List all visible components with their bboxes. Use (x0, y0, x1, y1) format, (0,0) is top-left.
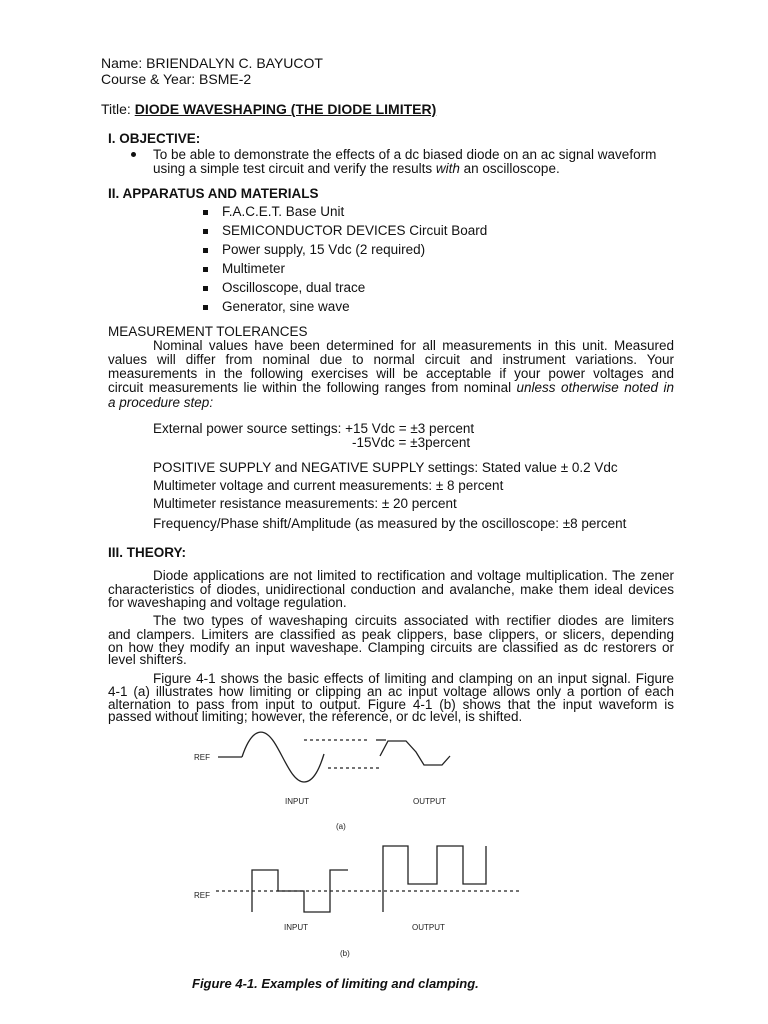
figure-a (218, 732, 450, 782)
output-label-a: OUTPUT (413, 797, 446, 806)
external-settings-line-2: -15Vdc = ±3percent (352, 435, 471, 450)
tolerances-line-4-a: circuit measurements lie within the following ranges from nominal (108, 380, 517, 395)
theory-p3-end: passed without limiting; however, the reference, or dc level, is shifted. (108, 709, 523, 724)
input-label-a: INPUT (285, 797, 309, 806)
apparatus-item: Multimeter (222, 261, 286, 276)
tolerances-heading: MEASUREMENT TOLERANCES (108, 324, 308, 339)
apparatus-item: SEMICONDUCTOR DEVICES Circuit Board (222, 223, 488, 238)
title-text: DIODE WAVESHAPING (THE DIODE LIMITER) (134, 101, 437, 117)
tolerances-line-5: a procedure step: (108, 395, 214, 410)
tolerance-item: Frequency/Phase shift/Amplitude (as measured by the oscilloscope: ±8 percent (153, 516, 627, 531)
theory-heading: III. THEORY: (108, 545, 187, 560)
output-shifted-wave (383, 846, 486, 912)
objective-line-2-b: with (435, 161, 460, 176)
bullet-square (203, 267, 208, 272)
bullet-square (203, 305, 208, 310)
tolerances-line-4 (108, 381, 674, 395)
student-name: Name: BRIENDALYN C. BAYUCOT (101, 55, 323, 71)
tolerances-line: measurements in the following exercises will be acceptable if your power voltages and (108, 366, 674, 381)
apparatus-heading: II. APPARATUS AND MATERIALS (108, 186, 319, 201)
document-title (101, 101, 436, 117)
tolerances-line: Nominal values have been determined for all measurements in this unit. Measured (153, 338, 674, 353)
theory-p2-line: and clampers. Limiters are classified as peak clippers, base clippers, or slicers, depending (108, 627, 674, 642)
bullet-square (203, 248, 208, 253)
figure-b (216, 846, 520, 912)
tolerances-line: values will differ from nominal due to normal circuit and instrument variations. Your (108, 352, 674, 367)
objective-line-2 (153, 161, 560, 176)
tolerance-item: POSITIVE SUPPLY and NEGATIVE SUPPLY settings: Stated value ± 0.2 Vdc (153, 460, 618, 475)
theory-p3-line: alternation to pass from input to output. Figure 4-1 (b) shows that the input waveform is (108, 697, 674, 712)
apparatus-item: Generator, sine wave (222, 299, 350, 314)
apparatus-item: Oscilloscope, dual trace (222, 280, 366, 295)
theory-p3-line: 4-1 (a) illustrates how limiting or clipping an ac input voltage allows only a portion of each (108, 684, 674, 699)
theory-p2-line: The two types of waveshaping circuits associated with rectifier diodes are limiters (153, 613, 674, 628)
figure-caption: Figure 4-1. Examples of limiting and clamping. (192, 976, 479, 991)
output-label-b: OUTPUT (412, 923, 445, 932)
theory-p2-line: on how they modify an input waveshape. Clamping circuits are classified as dc restorers or (108, 640, 674, 655)
ref-label-b: REF (194, 891, 210, 900)
input-label-b: INPUT (284, 923, 308, 932)
bullet-square (203, 210, 208, 215)
theory-p3-line: Figure 4-1 shows the basic effects of limiting and clamping on an input signal. Figure (153, 671, 674, 686)
figure-4-1 (180, 722, 530, 967)
tolerance-item: Multimeter resistance measurements: ± 20 percent (153, 496, 457, 511)
objective-line-2-a: using a simple test circuit and verify the results (153, 161, 436, 176)
figure-label-b: (b) (340, 949, 350, 958)
apparatus-item: F.A.C.E.T. Base Unit (222, 204, 345, 219)
output-clipped-wave (380, 741, 450, 765)
objective-line-2-c: an oscilloscope. (459, 161, 560, 176)
bullet-dot (131, 152, 136, 157)
course-year: Course & Year: BSME-2 (101, 71, 252, 87)
theory-p1-line: Diode applications are not limited to rectification and voltage multiplication. The zener (153, 568, 674, 583)
figure-label-a: (a) (336, 822, 346, 831)
bullet-square (203, 286, 208, 291)
title-prefix: Title: (101, 101, 135, 117)
theory-p1-end: for waveshaping and voltage regulation. (108, 595, 347, 610)
bullet-square (203, 229, 208, 234)
ref-label-a: REF (194, 753, 210, 762)
theory-p1-line: characteristics of diodes, unidirectional conduction and avalanche, make them ideal devices (108, 582, 674, 597)
objective-heading: I. OBJECTIVE: (108, 131, 201, 146)
tolerances-line-4-b: unless otherwise noted in (516, 380, 674, 395)
objective-line-1: To be able to demonstrate the effects of a dc biased diode on an ac signal waveform (153, 147, 657, 162)
external-settings-line-1: External power source settings: +15 Vdc = ±3 percent (153, 421, 475, 436)
tolerance-item: Multimeter voltage and current measurements: ± 8 percent (153, 478, 504, 493)
apparatus-item: Power supply, 15 Vdc (2 required) (222, 242, 426, 257)
theory-p2-end: level shifters. (108, 652, 187, 667)
